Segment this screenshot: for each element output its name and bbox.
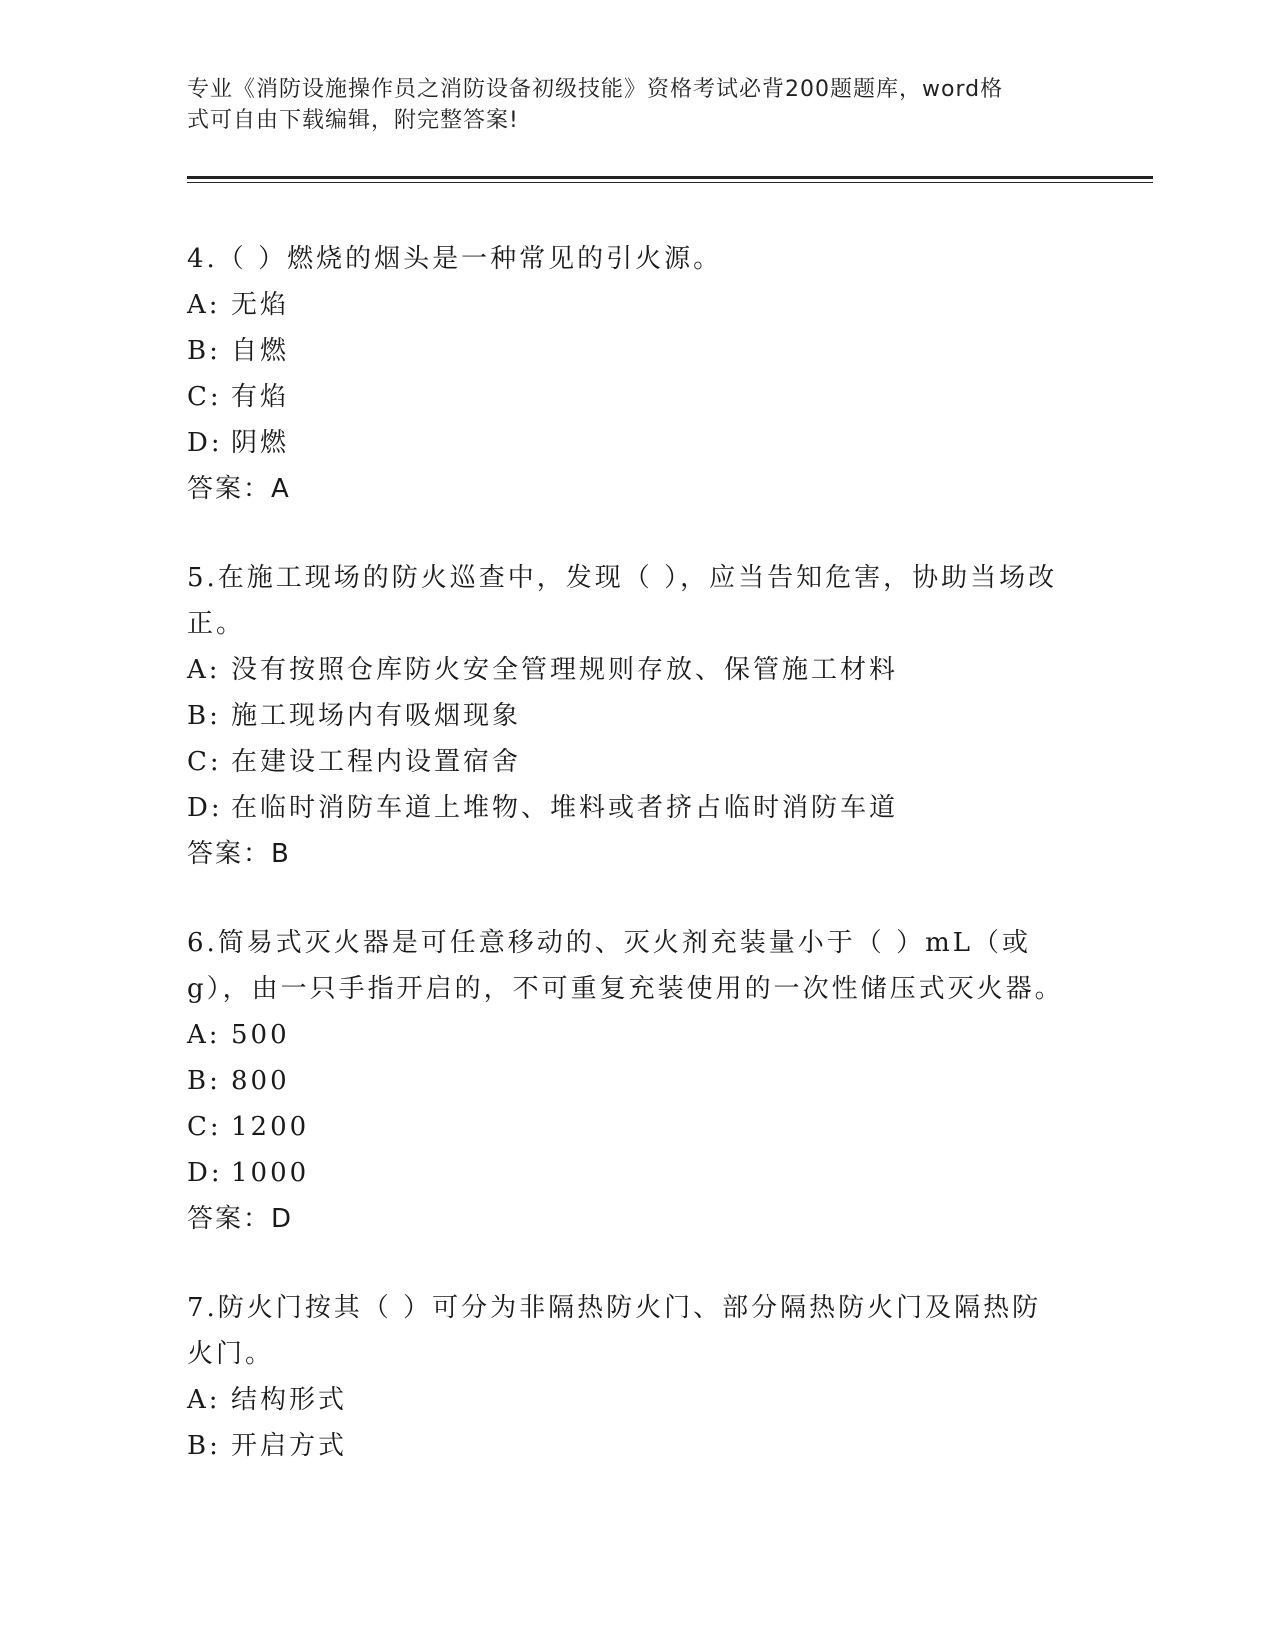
option-letter: A: (187, 1020, 221, 1050)
option-text: 无焰 (231, 290, 290, 320)
option-text: 阴燃 (231, 428, 290, 458)
document-header (187, 74, 1067, 136)
option-letter: B: (187, 1066, 221, 1096)
option-letter: A: (187, 1385, 221, 1415)
option-letter: B: (187, 336, 221, 366)
option-letter: D: (187, 428, 223, 458)
option-letter: C: (187, 747, 222, 777)
option-c (187, 374, 1067, 420)
option-b (187, 328, 1067, 374)
option-a (187, 1012, 1067, 1058)
question-list (187, 236, 1067, 1512)
option-text: 500 (231, 1020, 290, 1050)
option-a (187, 282, 1067, 328)
option-d (187, 420, 1067, 466)
option-letter: A: (187, 290, 221, 320)
option-text: 结构形式 (231, 1385, 348, 1415)
option-d (187, 785, 1067, 831)
option-text: 自燃 (231, 336, 290, 366)
question-text: 5.在施工现场的防火巡查中，发现（ ），应当告知危害，协助当场改正。 (187, 563, 1058, 639)
option-b (187, 1423, 1067, 1469)
answer-line: 答案：A (187, 474, 291, 504)
question-6 (187, 920, 1067, 1242)
answer-line: 答案：B (187, 839, 291, 869)
option-text: 在建设工程内设置宿舍 (231, 747, 522, 777)
option-letter: C: (187, 1112, 222, 1142)
option-letter: B: (187, 701, 221, 731)
option-text: 有焰 (231, 382, 290, 412)
header-line-1: 专业《消防设施操作员之消防设备初级技能》资格考试必背200题题库，word格 (187, 77, 1004, 102)
option-c (187, 739, 1067, 785)
question-4 (187, 236, 1067, 512)
header-rule-thin (187, 182, 1153, 183)
option-b (187, 693, 1067, 739)
option-letter: D: (187, 793, 223, 823)
option-text: 施工现场内有吸烟现象 (231, 701, 522, 731)
option-c (187, 1104, 1067, 1150)
option-letter: A: (187, 655, 221, 685)
question-5 (187, 555, 1067, 877)
option-text: 1000 (231, 1158, 310, 1188)
question-text: 7.防火门按其（ ）可分为非隔热防火门、部分隔热防火门及隔热防火门。 (187, 1293, 1042, 1369)
header-rule-thick (187, 176, 1153, 179)
option-text: 在临时消防车道上堆物、堆料或者挤占临时消防车道 (231, 793, 899, 823)
option-d (187, 1150, 1067, 1196)
header-line-2: 式可自由下载编辑，附完整答案! (187, 108, 519, 133)
option-a (187, 1377, 1067, 1423)
option-a (187, 647, 1067, 693)
question-7 (187, 1285, 1067, 1469)
option-text: 800 (231, 1066, 290, 1096)
question-text: 4.（ ）燃烧的烟头是一种常见的引火源。 (187, 244, 723, 274)
option-text: 没有按照仓库防火安全管理规则存放、保管施工材料 (231, 655, 899, 685)
option-b (187, 1058, 1067, 1104)
question-text: 6.简易式灭火器是可任意移动的、灭火剂充装量小于（ ）mL（或g），由一只手指开启的，不可重复充装使用的一次性储压式灭火器。 (187, 928, 1064, 1004)
option-text: 开启方式 (231, 1431, 348, 1461)
option-letter: C: (187, 382, 222, 412)
option-letter: B: (187, 1431, 221, 1461)
option-text: 1200 (231, 1112, 310, 1142)
answer-line: 答案：D (187, 1204, 294, 1234)
option-letter: D: (187, 1158, 223, 1188)
